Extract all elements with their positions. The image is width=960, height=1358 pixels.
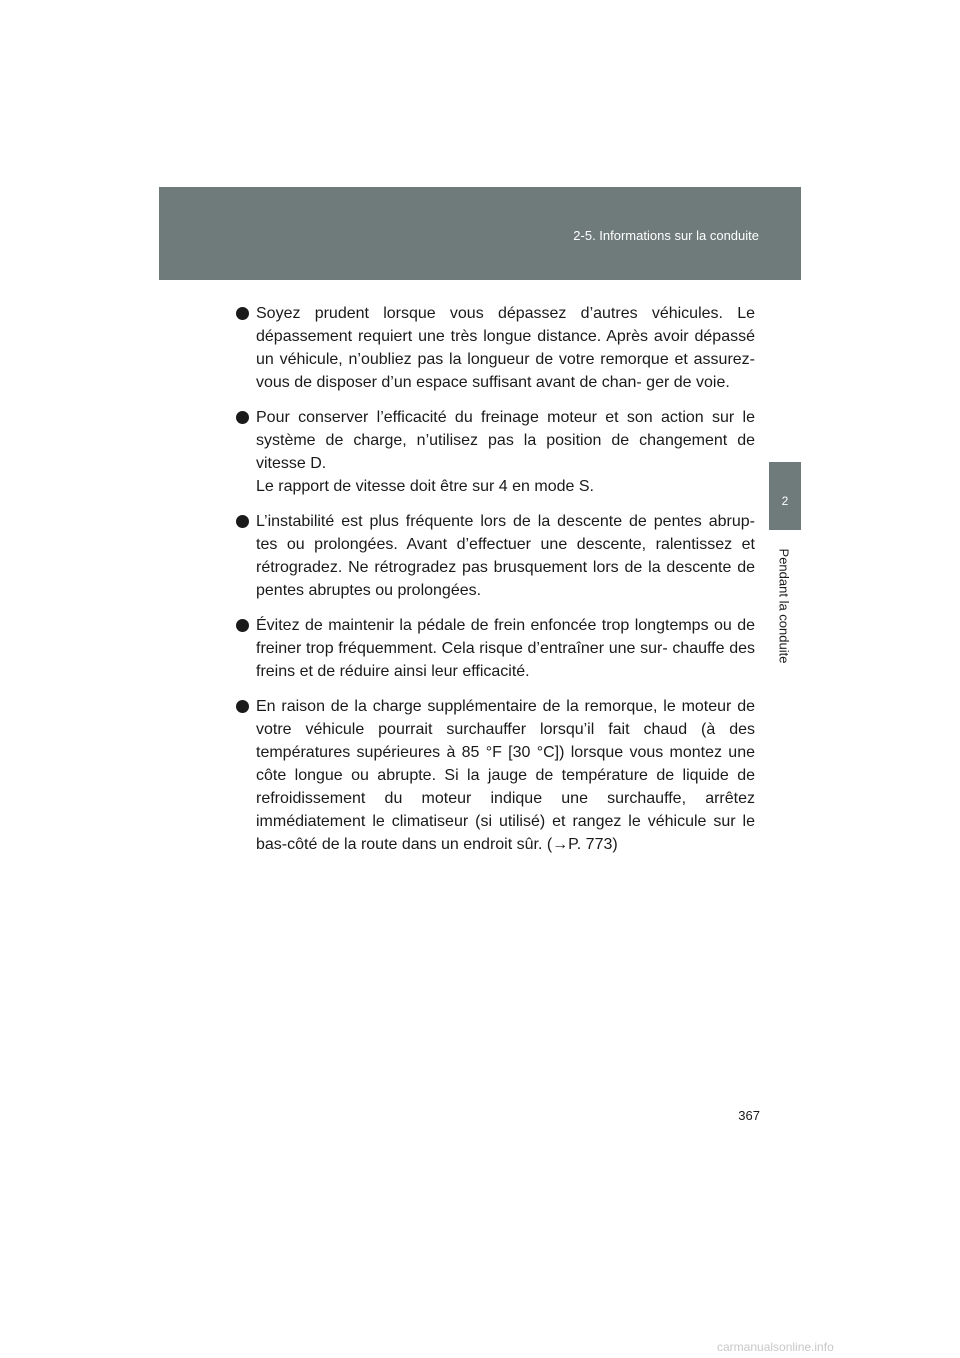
bullet-text: En raison de la charge supplémentaire de la remorque, le moteur de votre véhicule pourrait surchauffer lorsqu’il fait chaud (à des températures supérieures à 85 °F [30 °C]) lorsque vous montez une côte longue ou abrupte. Si la jauge de température de liquide de refroidissement du moteur indique une surchauffe, arrêtez immédiatement le climatiseur (si utilisé) et rangez le véhicule sur le bas-côté de la route dans un endroit sûr. (→P. 773) [256, 698, 755, 853]
page-number: 367 [738, 1108, 760, 1123]
bullet-note: Le rapport de vitesse doit être sur 4 en mode S. [256, 478, 594, 495]
bullet-icon [236, 700, 249, 713]
bullet-icon [236, 515, 249, 528]
bullet-text: Pour conserver l’efficacité du freinage moteur et son action sur le système de charge, n’utilisez pas la position de changement de vitesse D. [256, 409, 755, 472]
list-item [236, 406, 755, 498]
bullet-icon [236, 307, 249, 320]
section-title: 2-5. Informations sur la conduite [573, 228, 759, 243]
header-band [159, 187, 801, 280]
bullet-text: Évitez de maintenir la pédale de frein enfoncée trop longtemps ou de freiner trop fréquemment. Cela risque d’entraîner une sur- chauffe des freins et de réduire ainsi leur efficacité. [256, 617, 755, 680]
chapter-tab [769, 462, 801, 530]
chapter-number: 2 [781, 494, 789, 508]
list-item [236, 695, 755, 856]
bullet-list [236, 302, 755, 868]
list-item [236, 614, 755, 683]
bullet-text: L’instabilité est plus fréquente lors de la descente de pentes abrup- tes ou prolongées. Avant d’effectuer une descente, ralentissez et rétrogradez. Ne rétrogradez pas brusquement lors de la descente de pentes abruptes ou prolongées. [256, 513, 755, 599]
list-item [236, 510, 755, 602]
list-item [236, 302, 755, 394]
bullet-icon [236, 411, 249, 424]
chapter-label: Pendant la conduite [776, 548, 792, 664]
bullet-icon [236, 619, 249, 632]
bullet-text: Soyez prudent lorsque vous dépassez d’autres véhicules. Le dépassement requiert une très longue distance. Après avoir dépassé un véhicule, n’oubliez pas la longueur de votre remorque et assurez-vous de disposer d’un espace suffisant avant de chan- ger de voie. [256, 305, 755, 391]
watermark: carmanualsonline.info [717, 1340, 834, 1354]
